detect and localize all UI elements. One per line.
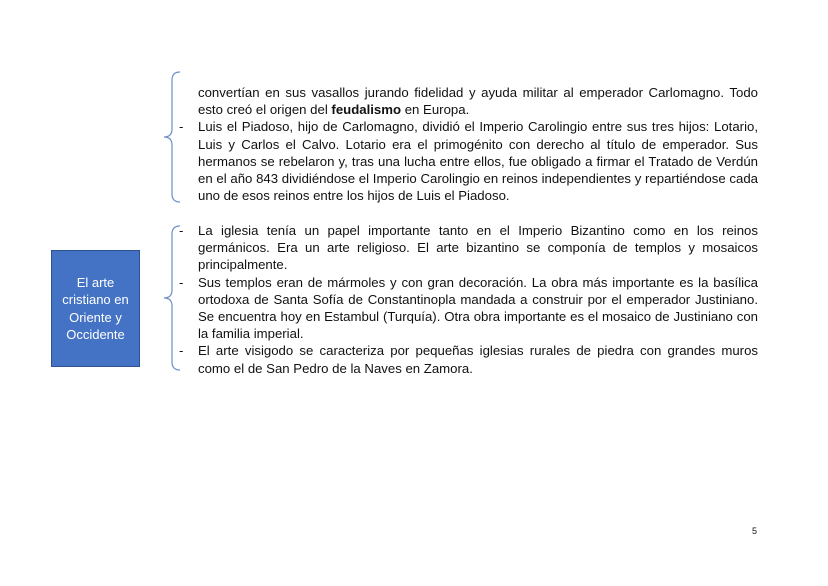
continuation-paragraph <box>198 84 758 118</box>
feudalismo-term: feudalismo <box>331 102 402 118</box>
continuation-text-end: en Europa. <box>401 102 470 118</box>
continuation-text: convertían en sus vasallos jurando fidelidad y ayuda militar al emperador Carlomagno. Todo esto creó el origen del <box>198 85 758 118</box>
bullet-dash: - <box>179 274 184 290</box>
section1-text <box>179 84 758 204</box>
list-item-text: La iglesia tenía un papel importante tanto en el Imperio Bizantino como en los reinos germánicos. Era un arte religioso. El arte bizantino se componía de templos y mosaicos principalmente. <box>198 223 758 273</box>
list-item-text: Sus templos eran de mármoles y con gran decoración. La obra más importante es la basílica ortodoxa de Santa Sofía de Constantinopla mandada a construir por el emperador Justiniano. Se encuentra hoy en Estambul (Turquía). Otra obra importante es el mosaico de Justiniano con la familia imperial. <box>198 274 758 342</box>
list-item <box>179 118 758 204</box>
list-item <box>179 222 758 274</box>
bullet-dash: - <box>179 223 184 238</box>
topic-label: El arte cristiano en Oriente y Occidente <box>62 274 129 342</box>
list-item-text: El arte visigodo se caracteriza por pequeñas iglesias rurales de piedra con grandes muros como el de San Pedro de la Naves en Zamora. <box>198 343 758 376</box>
list-item <box>179 274 758 343</box>
bullet-dash: - <box>179 343 184 359</box>
top-brace-icon <box>158 70 184 204</box>
list-item-text: Luis el Piadoso, hijo de Carlomagno, dividió el Imperio Carolingio entre sus tres hijos: Lotario, Luis y Carlos el Calvo. Lotario era el primogénito con derecho al título de emperador. Sus hermanos se rebelaron y, tras una lucha entre ellos, fue obligado a firmar el Tratado de Verdún en el año 843 dividiéndose el Imperio Carolingio en reinos independientes y repartiéndose cada uno de esos reinos entre los hijos de Luis el Piadoso. <box>198 119 758 204</box>
topic-box <box>51 250 140 367</box>
section2-text <box>179 222 758 377</box>
list-item <box>179 342 758 376</box>
page-number: 5 <box>752 526 758 536</box>
bullet-dash: - <box>179 119 184 135</box>
